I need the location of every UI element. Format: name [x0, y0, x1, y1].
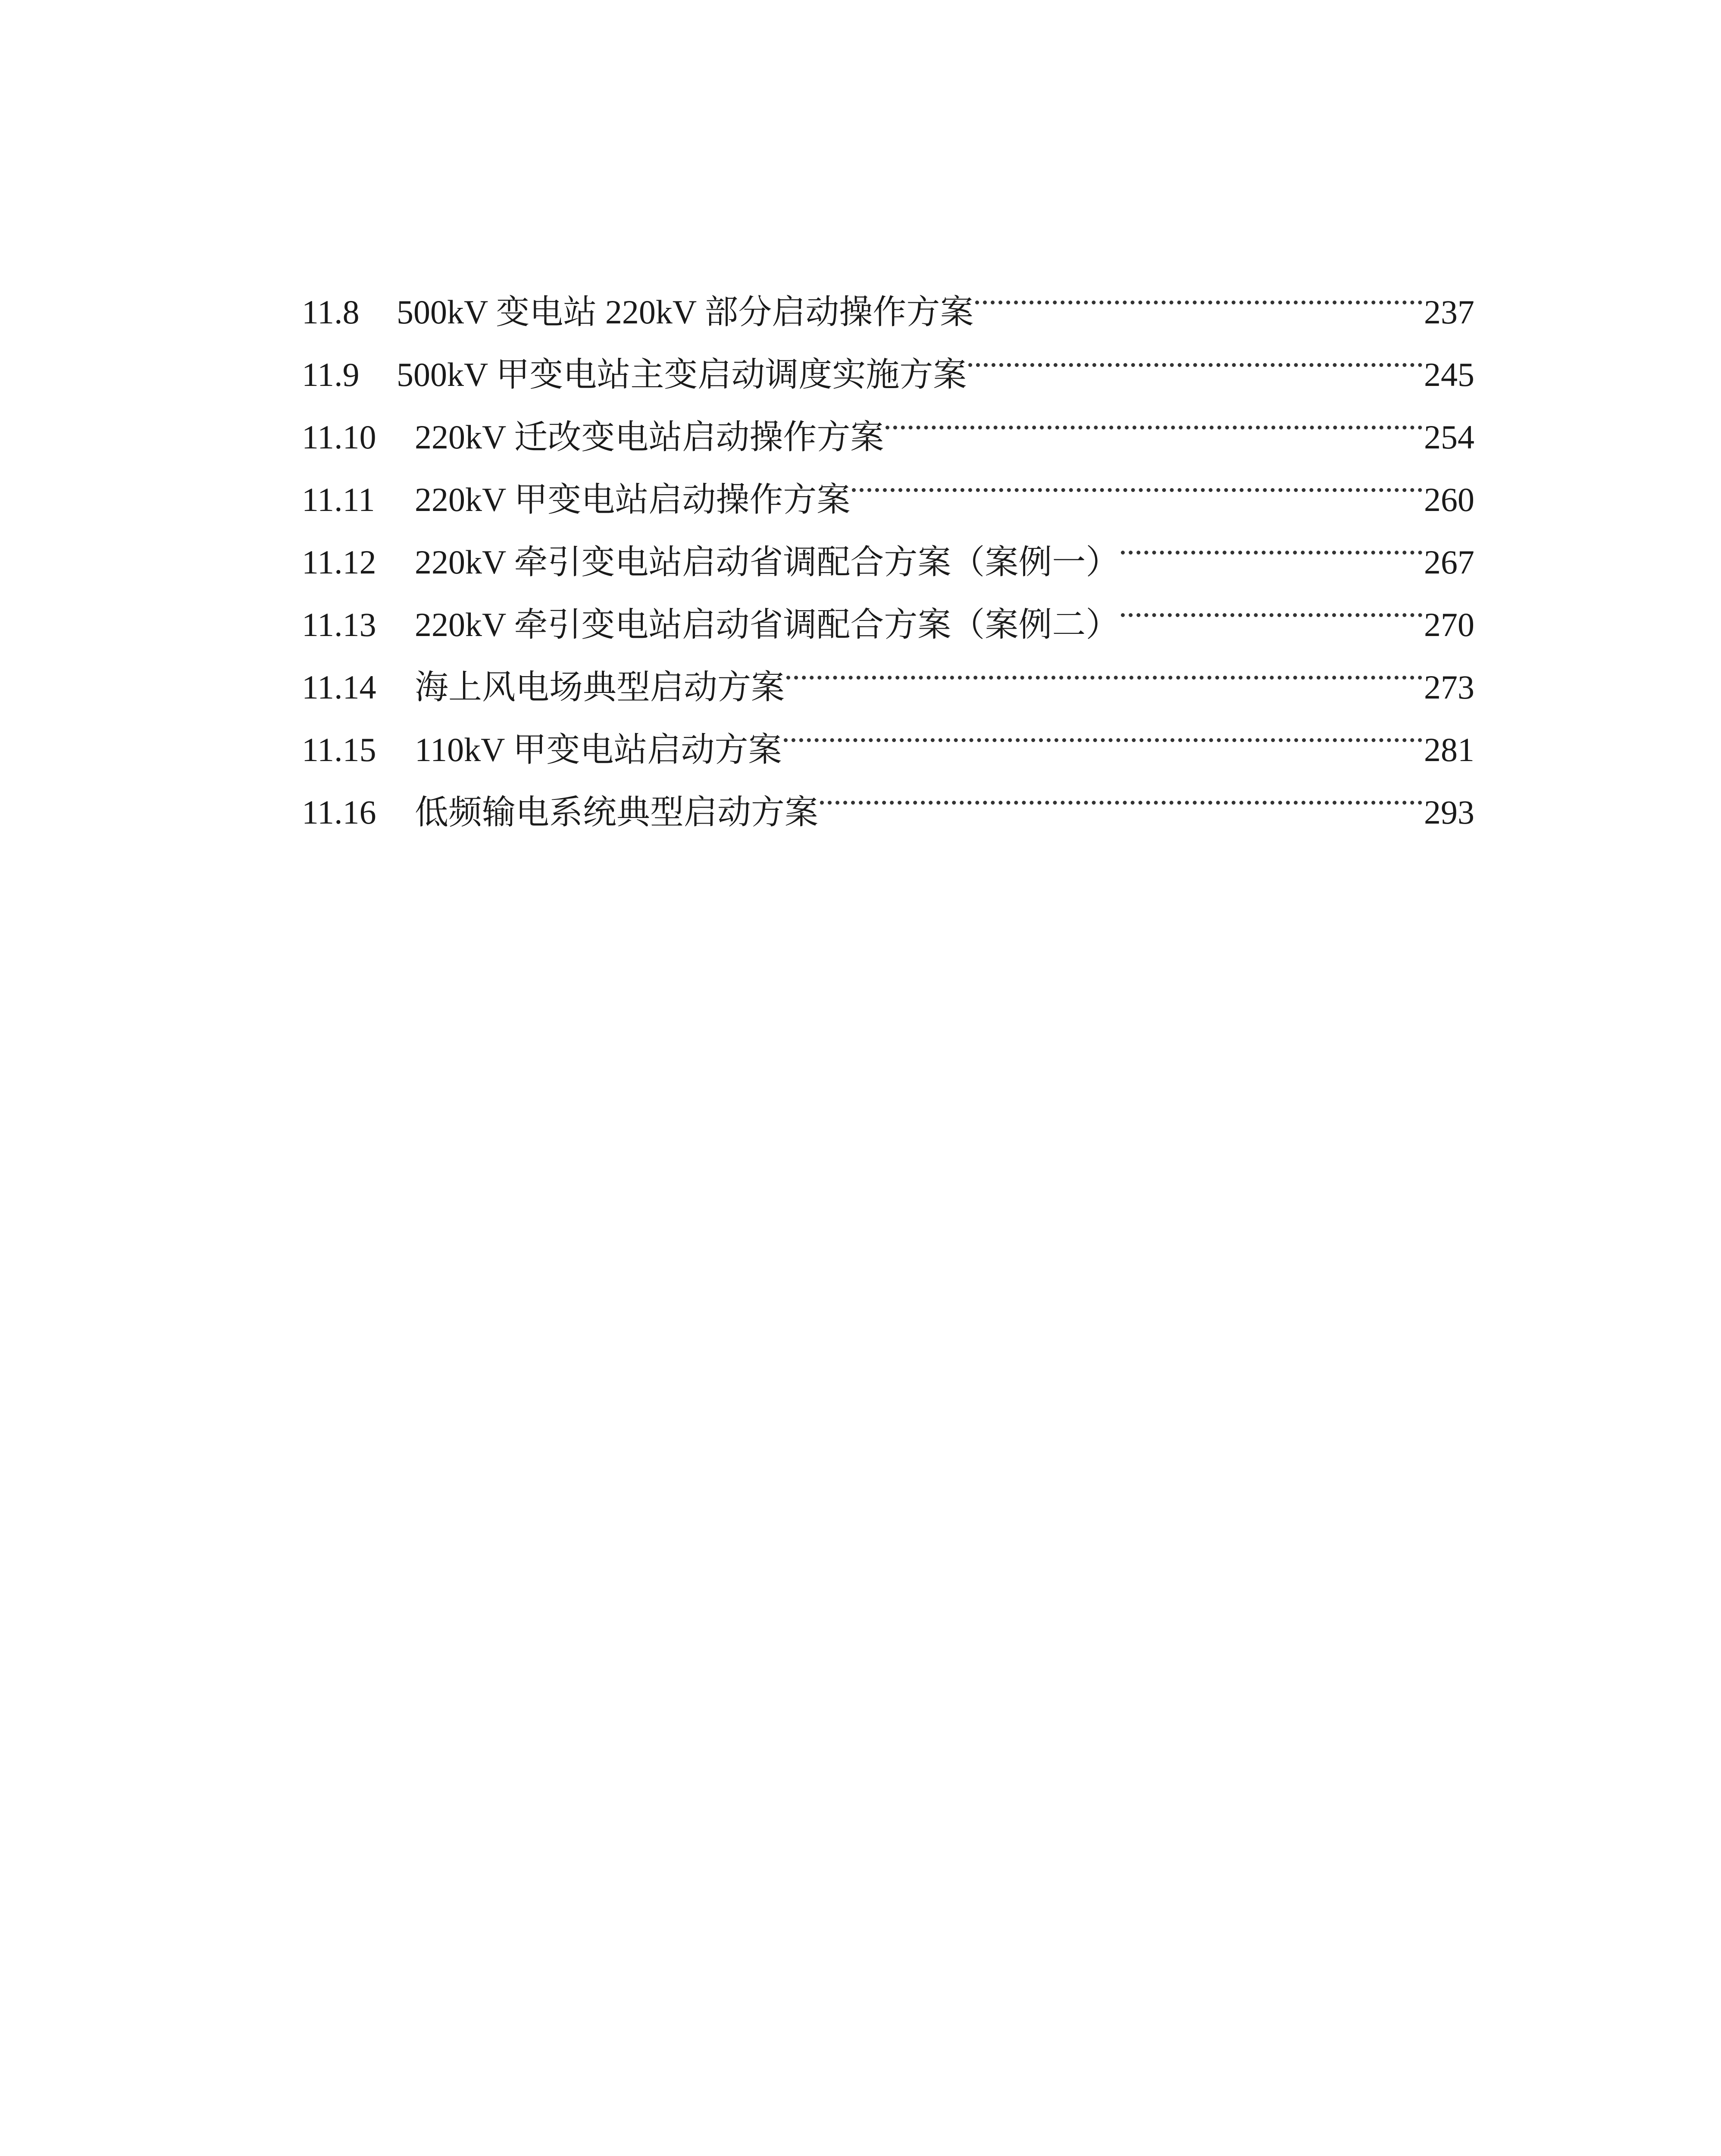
toc-entry-page: 260: [1424, 481, 1474, 518]
toc-entry-title: 500kV 变电站 220kV 部分启动操作方案: [397, 293, 974, 331]
toc-entry-title: 110kV 甲变电站启动方案: [415, 731, 782, 768]
toc-leader-dots: [784, 699, 1422, 761]
toc-entry-page: 267: [1424, 543, 1474, 581]
table-of-contents: [302, 261, 1474, 831]
toc-entry-number: 11.14: [302, 668, 376, 706]
toc-entry-number: 11.10: [302, 418, 376, 456]
toc-entry-page: 270: [1424, 606, 1474, 643]
toc-entry-number: 11.8: [302, 293, 360, 331]
toc-leader-dots: [786, 636, 1422, 699]
toc-entry[interactable]: [302, 261, 1474, 331]
toc-leader-dots: [968, 323, 1422, 386]
toc-entry-title: 220kV 牵引变电站启动省调配合方案（案例一）: [415, 543, 1120, 581]
toc-entry-page: 245: [1424, 356, 1474, 393]
toc-leader-dots: [1121, 511, 1422, 573]
toc-entry-title: 220kV 迁改变电站启动操作方案: [415, 418, 884, 456]
toc-entry-title: 220kV 甲变电站启动操作方案: [415, 481, 851, 518]
toc-entry-page: 273: [1424, 668, 1474, 706]
toc-entry-page: 293: [1424, 793, 1474, 831]
toc-entry-number: 11.12: [302, 543, 376, 581]
toc-entry-number: 11.13: [302, 606, 376, 643]
toc-entry-page: 281: [1424, 731, 1474, 768]
toc-entry-page: 254: [1424, 418, 1474, 456]
toc-entry-number: 11.15: [302, 731, 376, 768]
toc-leader-dots: [820, 761, 1422, 824]
toc-entry-title: 低频输电系统典型启动方案: [415, 793, 819, 831]
toc-leader-dots: [1121, 573, 1422, 636]
toc-leader-dots: [975, 261, 1422, 323]
toc-entry-title: 海上风电场典型启动方案: [415, 668, 785, 706]
toc-leader-dots: [886, 386, 1422, 448]
toc-entry-page: 237: [1424, 293, 1474, 331]
toc-leader-dots: [852, 448, 1422, 511]
toc-entry-title: 220kV 牵引变电站启动省调配合方案（案例二）: [415, 606, 1120, 643]
toc-entry-title: 500kV 甲变电站主变启动调度实施方案: [397, 356, 967, 393]
toc-entry-number: 11.9: [302, 356, 360, 393]
toc-entry-number: 11.11: [302, 481, 375, 518]
toc-entry-number: 11.16: [302, 793, 376, 831]
